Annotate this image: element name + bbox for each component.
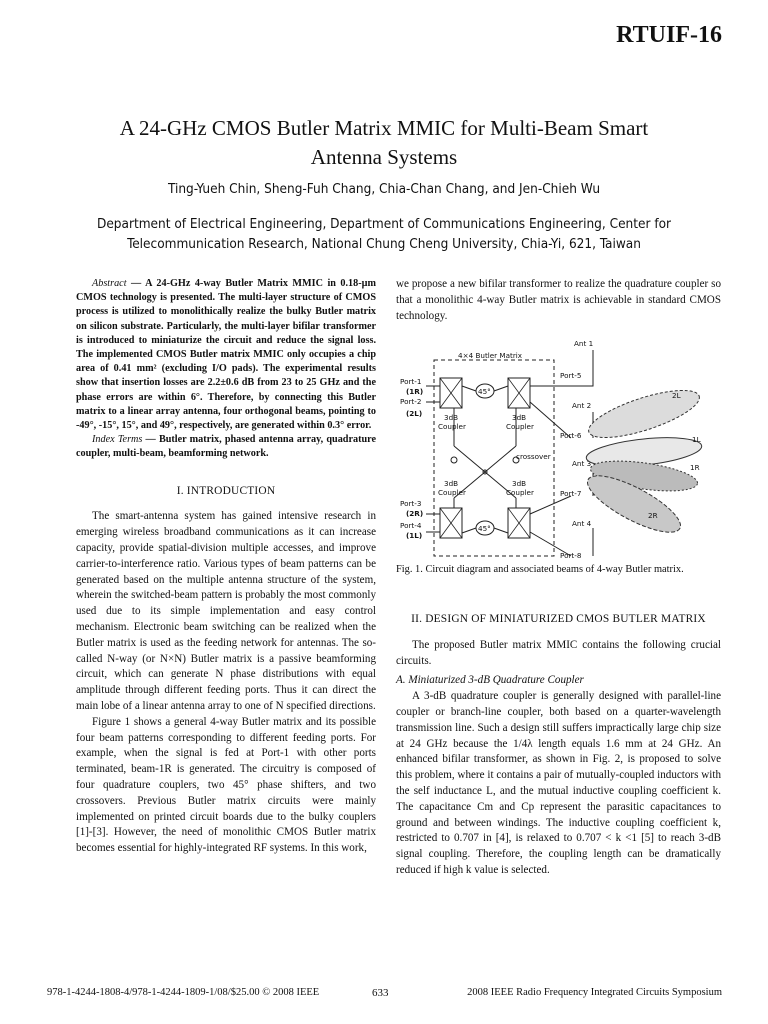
authors: Ting-Yueh Chin, Sheng-Fuh Chang, Chia-Chan Chang, and Jen-Chieh Wu (167, 181, 601, 197)
svg-text:Ant 1: Ant 1 (574, 339, 594, 348)
figure-1-caption: Fig. 1. Circuit diagram and associated beams of 4-way Butler matrix. (396, 564, 684, 575)
paper-code: RTUIF-16 (616, 22, 722, 48)
right-column-top (396, 277, 721, 324)
svg-text:3dB: 3dB (512, 413, 527, 422)
section-2-paragraph-2: A 3-dB quadrature coupler is generally designed with parallel-line coupler or branch-line coupler, both based on a quarter-wavelength transmission line. Such a design still suffers impractically large chip size at 24 GHz because the 1/4λ length equals 1.6 mm at 24 GHz. An enhanced bifilar transformer, as shown in Fig. 2, is proposed to solve this problem, where it contains a pair of mutually-coupled inductors with the self inductance L, and the mutual inductive coupling coefficient k. The capacitance Cm and Cp represent the parasitic capacitances to ground and between windings. The inductive coupling coefficient k, restricted to 0.707 in [4], is relaxed to 0.707 < k <1 [5] to reach 3-dB signal coupling. Therefore, the coupling length can be dramatically reduced if high k value is selected. (396, 690, 721, 876)
svg-text:45°: 45° (478, 387, 491, 396)
section-2-heading: II. DESIGN OF MINIATURIZED CMOS BUTLER MATRIX (411, 613, 706, 625)
svg-text:Port-2: Port-2 (400, 397, 422, 406)
svg-text:Coupler: Coupler (438, 488, 466, 497)
abstract-label: Abstract (92, 278, 127, 289)
svg-text:Coupler: Coupler (506, 488, 534, 497)
title-line-2: Antenna Systems (310, 145, 458, 169)
svg-text:Ant 3: Ant 3 (572, 459, 592, 468)
svg-text:Port-6: Port-6 (560, 431, 582, 440)
title-line-1: A 24-GHz CMOS Butler Matrix MMIC for Multi-Beam Smart (119, 116, 649, 140)
svg-text:crossover: crossover (516, 452, 551, 461)
affiliation-line-2: Telecommunication Research, National Chung Cheng University, Chia-Yi, 621, Taiwan (127, 236, 641, 252)
intro-paragraph-3: we propose a new bifilar transformer to realize the quadrature coupler so that a monolithic 4-way Butler matrix is achievable in standard CMOS technology. (396, 278, 721, 322)
svg-text:Port-1: Port-1 (400, 377, 422, 386)
left-column (76, 277, 376, 857)
abstract-dash: — (126, 278, 146, 289)
svg-text:Coupler: Coupler (438, 422, 466, 431)
section-1-heading: I. INTRODUCTION (176, 484, 276, 497)
svg-text:Port-4: Port-4 (400, 521, 422, 530)
svg-text:Coupler: Coupler (506, 422, 534, 431)
footer-page-number: 633 (372, 987, 389, 999)
svg-text:Ant 4: Ant 4 (572, 519, 592, 528)
right-column-bottom (396, 612, 721, 879)
paper-title (60, 114, 708, 172)
svg-text:Ant 2: Ant 2 (572, 401, 592, 410)
footer-venue: 2008 IEEE Radio Frequency Integrated Circuits Symposium (467, 987, 722, 998)
svg-text:(1R): (1R) (406, 387, 424, 396)
intro-paragraph-2: Figure 1 shows a general 4-way Butler matrix and its possible four beam patterns corresponding to different feeding ports. For example, when the signal is fed at Port-1 with other ports terminated, beam-1R is generated. The circuitry is composed of four quadrature couplers, two 45° phase shifters, and two crossovers. Previous Butler matrix circuits were mainly implemented on printed circuit boards due to the bulky couplers [1]-[3]. However, the need of monolithic CMOS Butler matrix becomes essential for highly-integrated RF systems. In this work, (76, 715, 376, 855)
svg-text:(2R): (2R) (406, 509, 424, 518)
beam-2l (584, 381, 704, 447)
index-terms (76, 433, 376, 461)
svg-text:Port-3: Port-3 (400, 499, 422, 508)
index-terms-label: Index Terms (92, 434, 143, 446)
svg-text:3dB: 3dB (444, 479, 459, 488)
index-terms-dash: — (142, 434, 159, 446)
svg-text:2R: 2R (648, 511, 658, 520)
figure-1-diagram (396, 338, 721, 560)
svg-text:Port-8: Port-8 (560, 551, 582, 560)
svg-text:3dB: 3dB (512, 479, 527, 488)
svg-text:Port-7: Port-7 (560, 489, 582, 498)
svg-text:2L: 2L (672, 391, 681, 400)
intro-paragraph-1: The smart-antenna system has gained intensive research in emerging wireless broadband communications as it can increase capacity, provide spatial-division multiple accesses, and improve carrier-to-interference ratio. Various types of beam patterns can be generated based on the multiple antenna structure of the system, wherein the switched-beam pattern is probably the most commonly used due to its simple implementation and easy control mechanism. Electronic beam switching can be realized when the Butler matrix is used as the feeding network for antennas. The so-called N-way (or N×N) Butler matrix is a passive beamforming circuit, which can generate N phase distributions with equal amplitude through different feeding ports. Thus it can direct the main lobe of a linear antenna array to one of N specified directions. (76, 510, 376, 712)
svg-text:1R: 1R (690, 463, 700, 472)
footer-isbn: 978-1-4244-1808-4/978-1-4244-1809-1/08/$25.00 © 2008 IEEE (47, 987, 320, 998)
svg-text:45°: 45° (478, 524, 491, 533)
affiliation (40, 214, 728, 254)
svg-text:(2L): (2L) (406, 409, 423, 418)
index-terms-text: Butler matrix, phased antenna array, quadrature coupler, multi-beam, beamforming network. (76, 434, 377, 460)
subsection-a-heading: A. Miniaturized 3-dB Quadrature Coupler (396, 674, 584, 687)
svg-text:1L: 1L (692, 435, 701, 444)
section-2-paragraph-1: The proposed Butler matrix MMIC contains the following crucial circuits. (396, 638, 721, 667)
box-label: 4×4 Butler Matrix (458, 351, 523, 360)
svg-text:3dB: 3dB (444, 413, 459, 422)
affiliation-line-1: Department of Electrical Engineering, Department of Communications Engineering, Center for (96, 216, 672, 232)
svg-text:Port-5: Port-5 (560, 371, 582, 380)
svg-text:(1L): (1L) (406, 531, 423, 540)
abstract (76, 277, 376, 433)
abstract-text: A 24-GHz 4-way Butler Matrix MMIC in 0.18-µm CMOS technology is presented. The multi-layer structure of CMOS process is utilized to monolithically realize the bulky Butler matrix on silicon substrate. Particularly, the multi-layer bifilar transformer is introduced to miniaturize the circuit and reduce the signal loss. The implemented CMOS Butler matrix MMIC only occupies a chip area of 0.41 mm² (excluding I/O pads). The experimental results show that insertion losses are 2.2±0.6 dB from 23 to 25 GHz and the phase errors are within 6°. Therefore, by connecting this Butler matrix to a linear array antenna, four orthogonal beams, pointing to -49°, -15°, 15°, and 49°, respectively, are generated within 0.3° error. (76, 278, 376, 432)
